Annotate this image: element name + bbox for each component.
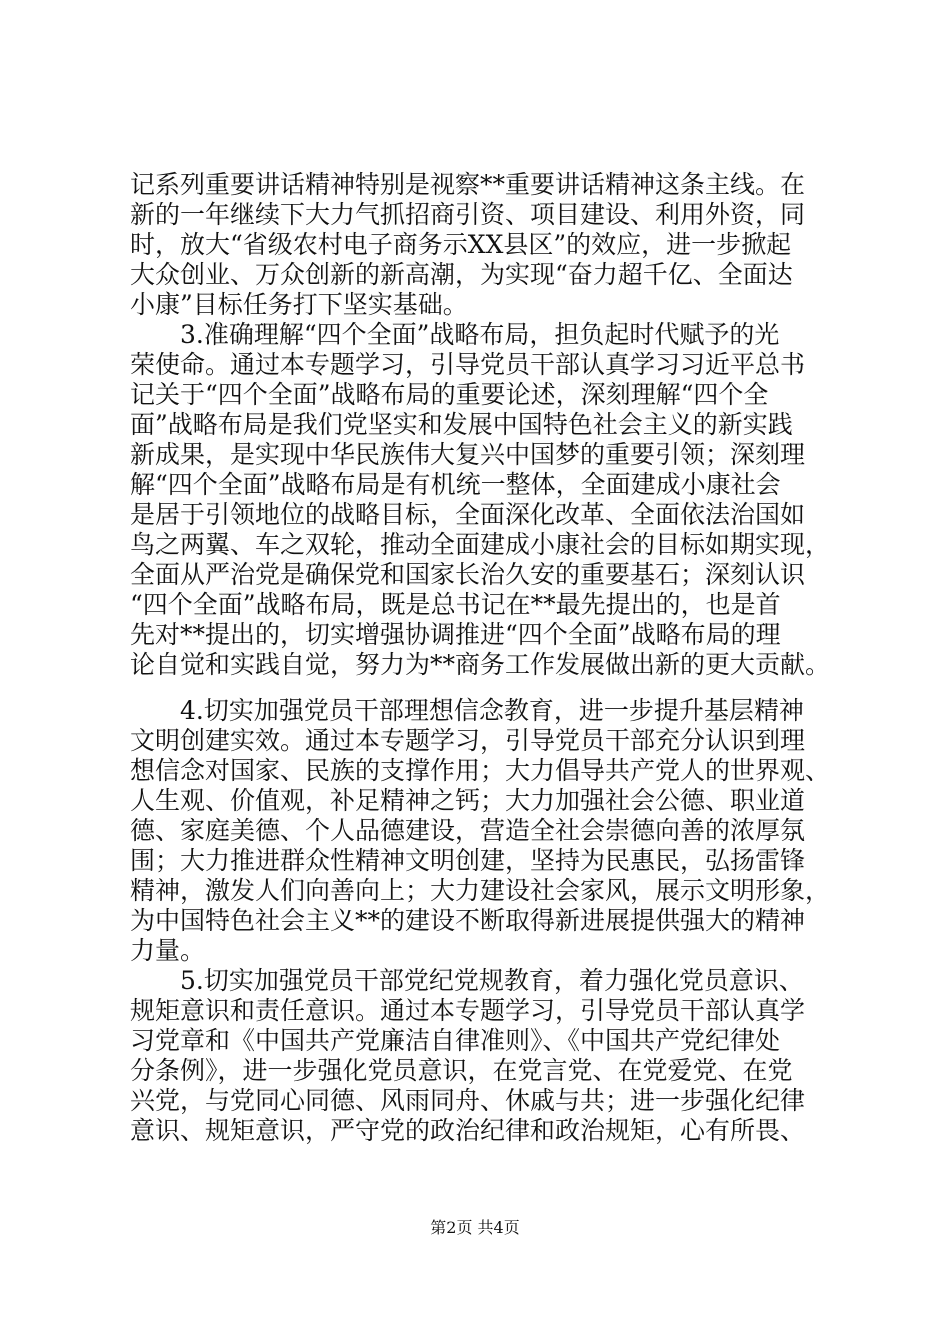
- page-footer: [0, 1218, 950, 1238]
- text-line: 意识、规矩意识，严守党的政治纪律和政治规矩，心有所畏、: [130, 1116, 806, 1145]
- text-line: 德、家庭美德、个人品德建设，营造全社会崇德向善的浓厚氛: [130, 816, 806, 845]
- text-line: 时，放大“省级农村电子商务示XX县区”的效应，进一步掀起: [130, 230, 792, 259]
- text-line: “四个全面”战略布局，既是总书记在**最先提出的，也是首: [130, 590, 781, 619]
- text-line: 3.准确理解“四个全面”战略布局，担负起时代赋予的光: [130, 320, 780, 349]
- text-line: 小康”目标任务打下坚实基础。: [130, 290, 468, 319]
- text-line: 文明创建实效。通过本专题学习，引导党员干部充分认识到理: [130, 726, 806, 755]
- text-line: 鸟之两翼、车之双轮，推动全面建成小康社会的目标如期实现，: [130, 530, 831, 559]
- text-line: 规矩意识和责任意识。通过本专题学习，引导党员干部认真学: [130, 996, 806, 1025]
- page-number-label: 第2页 共4页: [430, 1218, 520, 1237]
- text-line: 习党章和《中国共产党廉洁自律准则》、《中国共产党纪律处: [130, 1026, 781, 1055]
- text-line: 面”战略布局是我们党坚实和发展中国特色社会主义的新实践: [130, 410, 793, 439]
- text-line: 人生观、价值观，补足精神之钙；大力加强社会公德、职业道: [130, 786, 806, 815]
- text-line: 先对**提出的，切实增强协调推进“四个全面”战略布局的理: [130, 620, 781, 649]
- paragraph-gap: [130, 680, 835, 696]
- text-line: 围；大力推进群众性精神文明创建，坚持为民惠民，弘扬雷锋: [130, 846, 806, 875]
- text-line: 兴党，与党同心同德、风雨同舟、休戚与共；进一步强化纪律: [130, 1086, 806, 1115]
- text-line: 想信念对国家、民族的支撑作用；大力倡导共产党人的世界观、: [130, 756, 831, 785]
- body-text: [130, 170, 835, 1146]
- text-line: 新成果，是实现中华民族伟大复兴中国梦的重要引领；深刻理: [130, 440, 806, 469]
- text-line: 全面从严治党是确保党和国家长治久安的重要基石；深刻认识: [130, 560, 806, 589]
- text-line: 是居于引领地位的战略目标，全面深化改革、全面依法治国如: [130, 500, 806, 529]
- text-line: 大众创业、万众创新的新高潮，为实现“奋力超千亿、全面达: [130, 260, 793, 289]
- text-line: 力量。: [130, 936, 206, 965]
- text-line: 记关于“四个全面”战略布局的重要论述，深刻理解“四个全: [130, 380, 769, 409]
- text-line: 4.切实加强党员干部理想信念教育，进一步提升基层精神: [130, 696, 804, 725]
- text-line: 为中国特色社会主义**的建设不断取得新进展提供强大的精神: [130, 906, 806, 935]
- text-line: 分条例》，进一步强化党员意识，在党言党、在党爱党、在党: [130, 1056, 793, 1085]
- text-line: 5.切实加强党员干部党纪党规教育，着力强化党员意识、: [130, 966, 804, 995]
- text-line: 论自觉和实践自觉，努力为**商务工作发展做出新的更大贡献。: [130, 650, 831, 679]
- text-line: 新的一年继续下大力气抓招商引资、项目建设、利用外资，同: [130, 200, 806, 229]
- text-line: 精神，激发人们向善向上；大力建设社会家风，展示文明形象，: [130, 876, 831, 905]
- text-line: 记系列重要讲话精神特别是视察**重要讲话精神这条主线。在: [130, 170, 806, 199]
- text-line: 解“四个全面”战略布局是有机统一整体，全面建成小康社会: [130, 470, 781, 499]
- text-line: 荣使命。通过本专题学习，引导党员干部认真学习习近平总书: [130, 350, 806, 379]
